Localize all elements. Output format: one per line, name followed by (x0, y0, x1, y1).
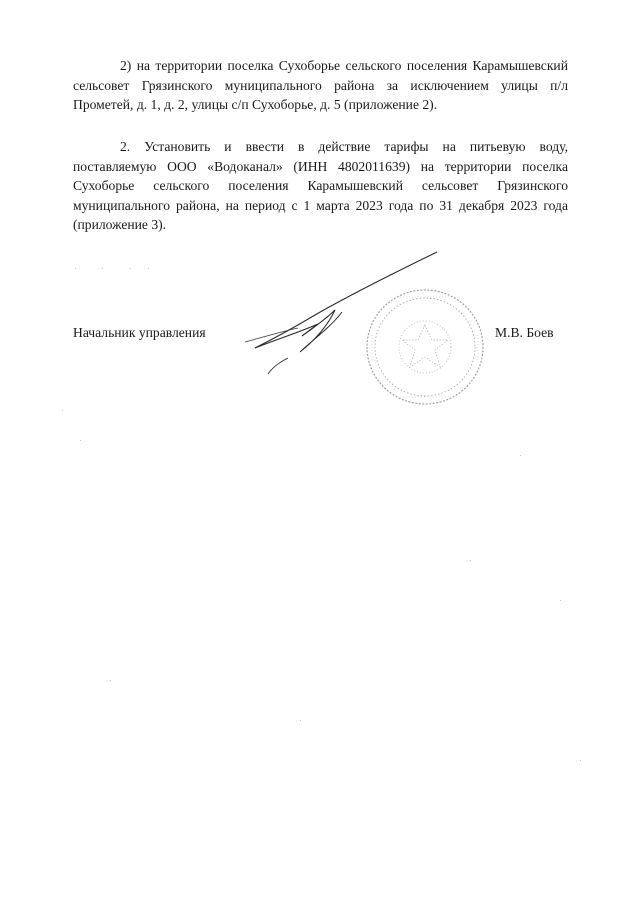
paragraph-line: сельсовет Грязинского муниципального района за исключением улицы п/л (73, 77, 568, 93)
paragraph-line: (приложение 3). (73, 217, 167, 232)
paragraph-establish-tariffs (73, 137, 568, 235)
paragraph-line: Прометей, д. 1, д. 2, улицы с/п Сухоборье, д. 5 (приложение 2). (73, 97, 438, 112)
signatory-position: Начальник управления (73, 325, 206, 340)
official-seal (360, 285, 490, 410)
paragraph-tariff-area-2 (73, 56, 568, 115)
paragraph-line: 2) на территории поселка Сухоборье сельского поселения Карамышевский (120, 58, 568, 73)
signatory-name: М.В. Боев (495, 325, 554, 340)
paragraph-line: Сухоборье сельского поселения Карамышевский сельсовет Грязинского (73, 178, 568, 193)
paragraph-line: муниципального района, на период с 1 марта 2023 года по 31 декабря 2023 года (73, 197, 568, 213)
paragraph-line: 2. Установить и ввести в действие тарифы на питьевую воду, (120, 139, 568, 154)
paragraph-line: поставляемую ООО «Водоканал» (ИНН 4802011639) на территории поселка (73, 158, 568, 174)
